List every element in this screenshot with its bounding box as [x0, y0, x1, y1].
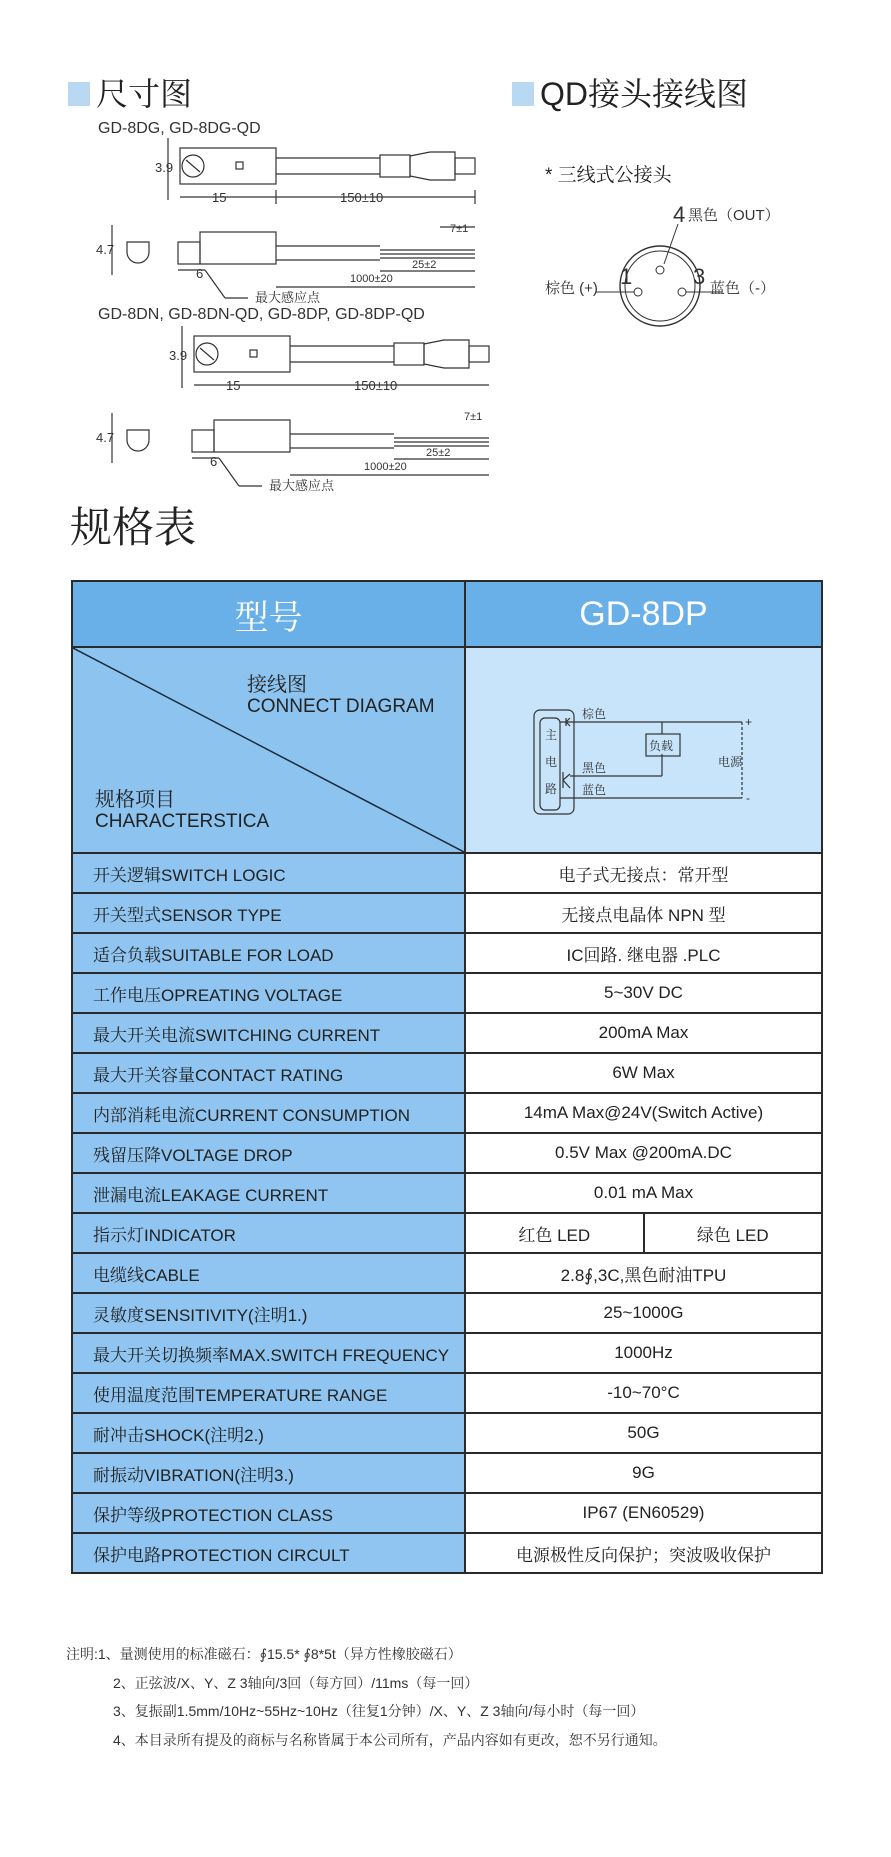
- spec-value: 50G: [465, 1413, 822, 1453]
- pin3-label: 蓝色（-）: [710, 280, 775, 297]
- pin4-label: 黑色（OUT）: [688, 207, 780, 224]
- sensor-body-top: [180, 148, 276, 184]
- dim-cable-long-2: 1000±20: [364, 461, 407, 473]
- spec-label: 内部消耗电流CURRENT CONSUMPTION: [72, 1093, 465, 1133]
- spec-value: 红色 LED: [465, 1213, 644, 1253]
- table-row: [72, 893, 822, 933]
- table-row: [72, 1533, 822, 1573]
- spec-label: 使用温度范围TEMPERATURE RANGE: [72, 1373, 465, 1413]
- spec-value: 无接点电晶体 NPN 型: [465, 893, 822, 933]
- spec-label: 最大开关切换频率MAX.SWITCH FREQUENCY: [72, 1333, 465, 1373]
- diag-top-en: CONNECT DIAGRAM: [247, 696, 435, 717]
- spec-value: 9G: [465, 1453, 822, 1493]
- spec-value: 0.5V Max @200mA.DC: [465, 1133, 822, 1173]
- table-row: [72, 1333, 822, 1373]
- note-1: 注明:1、量测使用的标准磁石：∮15.5* ∮8*5t（异方性橡胶磁石）: [66, 1646, 462, 1662]
- connector-grip: [380, 155, 410, 177]
- dim-height-top-2: 3.9: [169, 348, 188, 363]
- spec-label: 保护等级PROTECTION CLASS: [72, 1493, 465, 1533]
- note-3: 3、复振副1.5mm/10Hz~55Hz~10Hz（往复1分钟）/X、Y、Z 3轴向/每小时（每一回）: [113, 1703, 645, 1719]
- wire-brown-label: 棕色: [582, 707, 607, 721]
- table-row: [72, 1493, 822, 1533]
- dim-strip: 7±1: [450, 223, 469, 235]
- table-row: [72, 853, 822, 893]
- pin4-number: 4: [673, 202, 686, 227]
- table-row: [72, 1093, 822, 1133]
- notes: [66, 1640, 667, 1754]
- spec-label: 指示灯INDICATOR: [72, 1213, 465, 1253]
- table-row: [72, 1213, 822, 1253]
- model-group-2: GD-8DN, GD-8DN-QD, GD-8DP, GD-8DP-QD: [98, 306, 425, 323]
- table-row: [72, 1253, 822, 1293]
- table-row: [72, 933, 822, 973]
- diagonal-header-cell: [72, 647, 465, 853]
- spec-label: 耐冲击SHOCK(注明2.): [72, 1413, 465, 1453]
- spec-value: 25~1000G: [465, 1293, 822, 1333]
- spec-label: 耐振动VIBRATION(注明3.): [72, 1453, 465, 1493]
- dim-cable-long: 1000±20: [350, 273, 393, 285]
- pin3-number: 3: [693, 264, 706, 289]
- dimensions-title: 尺寸图: [96, 76, 193, 112]
- diag-top-cn: 接线图: [247, 674, 307, 696]
- qd-subtitle: * 三线式公接头: [545, 165, 672, 186]
- spec-value: 2.8∮,3C,黑色耐油TPU: [465, 1253, 822, 1293]
- main-circuit-3: 路: [545, 782, 558, 796]
- spec-value: IC回路. 继电器 .PLC: [465, 933, 822, 973]
- dim-strip-2: 7±1: [464, 411, 483, 423]
- wire-black-label: 黑色: [582, 761, 607, 775]
- wiring-diagram-cell: [465, 647, 822, 853]
- table-row: [72, 1053, 822, 1093]
- spec-value: 5~30V DC: [465, 973, 822, 1013]
- dim-wire: 25±2: [412, 259, 437, 271]
- spec-value: 电子式无接点：常开型: [465, 853, 822, 893]
- table-header-row: [72, 581, 822, 647]
- spec-label: 开关型式SENSOR TYPE: [72, 893, 465, 933]
- spec-value: 6W Max: [465, 1053, 822, 1093]
- spec-label: 电缆线CABLE: [72, 1253, 465, 1293]
- load-label: 负载: [649, 739, 674, 753]
- spec-value: 1000Hz: [465, 1333, 822, 1373]
- dim-height-side: 4.7: [96, 242, 115, 257]
- spec-label: 最大开关电流SWITCHING CURRENT: [72, 1013, 465, 1053]
- spec-label: 工作电压OPREATING VOLTAGE: [72, 973, 465, 1013]
- spec-label: 最大开关容量CONTACT RATING: [72, 1053, 465, 1093]
- spec-value: 0.01 mA Max: [465, 1173, 822, 1213]
- table-row: [72, 1413, 822, 1453]
- model-group-1: GD-8DG, GD-8DG-QD: [98, 120, 261, 137]
- spec-label: 灵敏度SENSITIVITY(注明1.): [72, 1293, 465, 1333]
- spec-value: 14mA Max@24V(Switch Active): [465, 1093, 822, 1133]
- wire-blue-label: 蓝色: [582, 783, 607, 797]
- spec-label: 残留压降VOLTAGE DROP: [72, 1133, 465, 1173]
- spec-table-title: 规格表: [70, 504, 197, 551]
- table-row: [72, 1293, 822, 1333]
- table-row: [72, 1133, 822, 1173]
- diagram-row: [72, 647, 822, 853]
- table-row: [72, 1373, 822, 1413]
- pin1-number: 1: [620, 264, 633, 289]
- dim-body-len: 15: [212, 190, 227, 205]
- spec-label: 泄漏电流LEAKAGE CURRENT: [72, 1173, 465, 1213]
- header-model-value: GD-8DP: [465, 581, 822, 647]
- diag-bottom-en: CHARACTERSTICA: [95, 811, 270, 832]
- minus-label: -: [746, 791, 750, 805]
- spec-value: IP67 (EN60529): [465, 1493, 822, 1533]
- pin1-label: 棕色 (+): [545, 280, 598, 297]
- dim-wire-2: 25±2: [426, 447, 451, 459]
- table-row: [72, 1453, 822, 1493]
- table-row: [72, 1013, 822, 1053]
- table-row: [72, 973, 822, 1013]
- dim-body-len-2: 15: [226, 378, 241, 393]
- dimension-drawings: [0, 0, 520, 500]
- dim-cable-short-2: 150±10: [354, 378, 398, 393]
- qd-title: QD接头接线图: [540, 76, 749, 112]
- dim-height-top: 3.9: [155, 160, 174, 175]
- spec-label: 保护电路PROTECTION CIRCULT: [72, 1533, 465, 1573]
- spec-value: 200mA Max: [465, 1013, 822, 1053]
- spec-label: 适合负载SUITABLE FOR LOAD: [72, 933, 465, 973]
- main-circuit-2: 电: [545, 755, 558, 769]
- table-row: [72, 1173, 822, 1213]
- diag-bottom-cn: 规格项目: [95, 789, 175, 811]
- main-circuit-1: 主: [545, 728, 558, 742]
- spec-label: 开关逻辑SWITCH LOGIC: [72, 853, 465, 893]
- sense-point-label-2: 最大感应点: [269, 478, 335, 493]
- header-model-label: 型号: [72, 581, 465, 647]
- plus-label: +: [745, 715, 753, 729]
- dim-sense-offset: 6: [196, 266, 204, 281]
- sense-point-label: 最大感应点: [255, 290, 321, 305]
- wiring-diagram: [466, 648, 826, 852]
- spec-table: [71, 580, 823, 1574]
- spec-value: -10~70°C: [465, 1373, 822, 1413]
- power-label: 电源: [718, 755, 743, 769]
- spec-value: 电源极性反向保护；突波吸收保护: [465, 1533, 822, 1573]
- note-4: 4、本目录所有提及的商标与名称皆属于本公司所有，产品内容如有更改，恕不另行通知。: [113, 1731, 667, 1748]
- dim-sense-offset-2: 6: [210, 454, 218, 469]
- note-2: 2、正弦波/X、Y、Z 3轴向/3回（每方回）/11ms（每一回）: [113, 1674, 479, 1691]
- dim-height-side-2: 4.7: [96, 430, 115, 445]
- dim-cable-short: 150±10: [340, 190, 384, 205]
- spec-value-2: 绿色 LED: [644, 1213, 823, 1253]
- qd-connector-diagram: [530, 200, 860, 340]
